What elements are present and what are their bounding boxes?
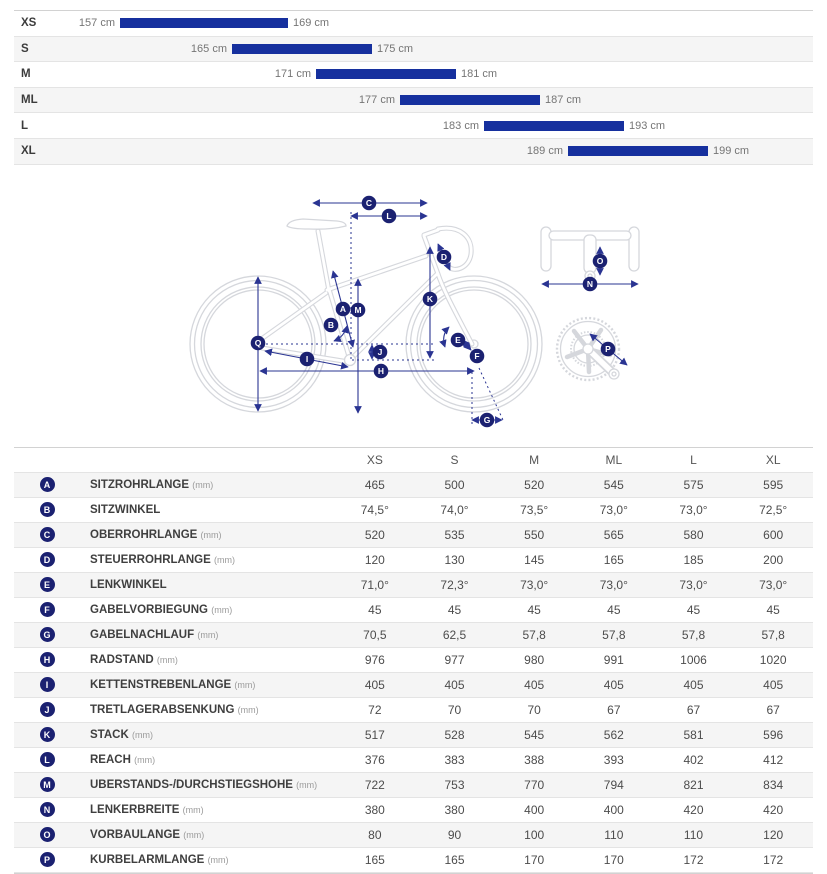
geo-value: 73,0° (520, 577, 549, 592)
geo-row-unit: (mm) (296, 779, 318, 790)
geo-value: 72,5° (759, 502, 788, 517)
size-row (14, 139, 813, 165)
geometry-row (14, 498, 813, 523)
row-badge (14, 777, 80, 792)
height-range-bar (316, 69, 456, 79)
geometry-row (14, 623, 813, 648)
geometry-row (14, 523, 813, 548)
height-range-group (274, 68, 498, 81)
row-badge (14, 727, 80, 742)
geo-value: 380 (364, 802, 385, 817)
row-badge-letter: L (40, 752, 55, 767)
geo-row-label (80, 729, 335, 741)
size-row (14, 113, 813, 139)
geo-value: 753 (444, 777, 465, 792)
size-column-header: L (690, 452, 697, 467)
geometry-row (14, 773, 813, 798)
row-badge-letter: B (40, 502, 55, 517)
geo-value: 600 (763, 527, 784, 542)
size-label: XS (21, 17, 37, 30)
row-badge (14, 527, 80, 542)
row-badge-letter: C (40, 527, 55, 542)
size-column-header: M (529, 452, 540, 467)
size-row (14, 11, 813, 37)
geo-row-label-text: LENKWINKEL (90, 578, 167, 591)
geo-value: 500 (444, 477, 465, 492)
min-height-label: 157 cm (78, 17, 115, 30)
geo-row-label (80, 754, 335, 766)
height-range-bar (484, 121, 624, 131)
row-badge (14, 702, 80, 717)
geo-value: 520 (364, 527, 385, 542)
geometry-table-section (14, 447, 813, 874)
geo-value: 73,0° (679, 502, 708, 517)
geo-row-label (80, 704, 335, 716)
geo-row-label (80, 779, 335, 791)
geo-row-label-text: GABELNACHLAUF (90, 628, 195, 641)
geo-value: 70,5 (363, 627, 387, 642)
geometry-row (14, 723, 813, 748)
geometry-row (14, 698, 813, 723)
geo-value: 596 (763, 727, 784, 742)
max-height-label: 181 cm (460, 68, 498, 81)
geo-value: 145 (524, 552, 545, 567)
max-height-label: 193 cm (629, 119, 666, 132)
row-badge-letter: E (40, 577, 55, 592)
row-badge-letter: A (40, 477, 55, 492)
svg-text:E: E (455, 334, 461, 345)
row-badge (14, 827, 80, 842)
svg-text:I: I (305, 353, 309, 364)
geo-row-label (80, 854, 335, 866)
geo-row-label (80, 804, 335, 816)
geo-value: 420 (763, 802, 784, 817)
height-range-group (526, 145, 750, 158)
geo-value: 71,0° (360, 577, 389, 592)
row-badge (14, 752, 80, 767)
geometry-row (14, 673, 813, 698)
geo-value: 405 (603, 677, 624, 692)
height-range-group (78, 17, 330, 30)
geo-value: 57,8 (761, 627, 785, 642)
size-column-header: XL (765, 452, 781, 467)
geo-row-label-text: STACK (90, 728, 129, 741)
geo-value: 170 (524, 852, 545, 867)
geo-value: 73,0° (599, 577, 628, 592)
geo-value: 412 (763, 752, 784, 767)
badge-h (374, 363, 389, 378)
geo-row-label-text: KURBELARMLÄNGE (90, 853, 205, 866)
geo-row-label-text: OBERROHRLÄNGE (90, 528, 198, 541)
geo-value: 120 (364, 552, 385, 567)
steering-axis-guide (479, 368, 503, 420)
svg-text:N: N (586, 278, 594, 289)
geometry-row (14, 598, 813, 623)
svg-text:J: J (377, 346, 383, 357)
geo-value: 821 (683, 777, 704, 792)
geo-value: 550 (524, 527, 545, 542)
geo-value: 388 (524, 752, 545, 767)
geo-value: 73,0° (599, 502, 628, 517)
geo-row-unit: (mm) (131, 729, 153, 740)
svg-text:D: D (440, 251, 448, 262)
row-badge (14, 602, 80, 617)
geo-value: 545 (603, 477, 624, 492)
geo-value: 100 (524, 827, 545, 842)
size-row (14, 37, 813, 63)
geo-row-label-text: TRETLAGERABSENKUNG (90, 703, 235, 716)
row-badge (14, 677, 80, 692)
row-badge-letter: M (40, 777, 55, 792)
row-badge-letter: O (40, 827, 55, 842)
geo-row-label (80, 579, 335, 591)
height-range-group (442, 119, 666, 132)
geo-value: 45 (368, 602, 382, 617)
geometry-table (14, 473, 813, 873)
geo-row-unit: (mm) (207, 854, 229, 865)
height-range-bar (568, 146, 708, 156)
geo-value: 70 (527, 702, 541, 717)
geo-value: 74,0° (440, 502, 469, 517)
badge-b (324, 317, 339, 332)
geo-value: 980 (524, 652, 545, 667)
geo-row-label (80, 554, 335, 566)
geo-row-unit: (mm) (192, 479, 214, 490)
geo-value: 120 (763, 827, 784, 842)
dim-e-head-angle-arc (444, 327, 449, 347)
geo-value: 80 (368, 827, 382, 842)
row-badge-letter: D (40, 552, 55, 567)
geo-value: 380 (444, 802, 465, 817)
size-label: L (21, 119, 29, 132)
geo-value: 45 (527, 602, 541, 617)
badge-e (451, 332, 466, 347)
badge-i (300, 351, 315, 366)
geo-value: 130 (444, 552, 465, 567)
min-height-label: 165 cm (190, 42, 227, 55)
geo-value: 45 (686, 602, 701, 617)
geo-value: 977 (444, 652, 465, 667)
row-badge-letter: I (40, 677, 55, 692)
geo-value: 62,5 (442, 627, 467, 642)
geo-row-label (80, 629, 335, 641)
geo-value: 520 (524, 477, 545, 492)
size-row (14, 88, 813, 114)
badge-f (470, 348, 485, 363)
geo-row-label-text: VORBAULÄNGE (90, 828, 181, 841)
geo-value: 575 (683, 477, 704, 492)
geo-value: 465 (364, 477, 385, 492)
size-column-header: XS (366, 452, 383, 467)
svg-text:Q: Q (254, 337, 262, 348)
row-badge (14, 552, 80, 567)
size-label: XL (21, 145, 36, 158)
geo-row-unit: (mm) (234, 679, 256, 690)
row-badge (14, 852, 80, 867)
geo-value: 722 (364, 777, 385, 792)
geo-value: 72,3° (440, 577, 469, 592)
badge-q (251, 335, 266, 350)
badge-n (583, 276, 598, 291)
geo-value: 110 (604, 827, 624, 842)
geo-value: 45 (766, 602, 780, 617)
bike-geometry-diagram (0, 169, 827, 445)
geo-row-unit: (mm) (197, 629, 219, 640)
height-range-bar (400, 95, 540, 105)
geo-value: 420 (683, 802, 704, 817)
min-height-label: 177 cm (358, 94, 395, 107)
svg-text:B: B (327, 319, 335, 330)
row-badge-letter: G (40, 627, 55, 642)
geo-value: 976 (364, 652, 385, 667)
row-badge-letter: N (40, 802, 55, 817)
geo-value: 172 (763, 852, 784, 867)
geo-value: 45 (447, 602, 462, 617)
geo-value: 528 (444, 727, 465, 742)
geo-value: 834 (763, 777, 784, 792)
row-badge (14, 502, 80, 517)
geo-row-label-text: STEUERROHRLÄNGE (90, 553, 211, 566)
height-range-group (190, 42, 414, 55)
max-height-label: 175 cm (377, 42, 414, 55)
geo-value: 400 (524, 802, 545, 817)
svg-text:G: G (483, 414, 491, 425)
geometry-row (14, 548, 813, 573)
svg-text:C: C (365, 197, 373, 208)
geo-value: 1006 (680, 652, 707, 667)
geo-value: 45 (607, 602, 621, 617)
geo-row-label-text: RADSTAND (90, 653, 154, 666)
geo-value: 185 (683, 552, 704, 567)
geo-value: 376 (364, 752, 385, 767)
geometry-row (14, 473, 813, 498)
geometry-row (14, 823, 813, 848)
row-badge (14, 802, 80, 817)
geo-row-label-text: GABELVORBIEGUNG (90, 603, 208, 616)
svg-text:H: H (377, 365, 385, 376)
geo-row-label (80, 829, 335, 841)
geo-value: 595 (763, 477, 784, 492)
geo-value: 110 (683, 827, 704, 842)
rider-height-chart (14, 10, 813, 165)
max-height-label: 169 cm (293, 17, 330, 30)
min-height-label: 189 cm (526, 145, 563, 158)
badge-m (351, 302, 366, 317)
size-label: M (21, 68, 31, 81)
geo-value: 67 (686, 702, 701, 717)
badge-c (362, 195, 377, 210)
row-badge-letter: P (40, 852, 55, 867)
geo-value: 67 (766, 702, 780, 717)
geometry-row (14, 748, 813, 773)
geo-value: 400 (603, 802, 624, 817)
geo-value: 73,0° (679, 577, 708, 592)
geo-row-unit: (mm) (237, 704, 259, 715)
geo-value: 565 (603, 527, 624, 542)
geo-row-label-text: REACH (90, 753, 131, 766)
geometry-row (14, 798, 813, 823)
geo-value: 165 (364, 852, 385, 867)
geo-value: 170 (603, 852, 624, 867)
geo-value: 57,8 (522, 627, 546, 642)
badge-a (336, 301, 351, 316)
geo-value: 517 (364, 727, 385, 742)
geo-row-unit: (mm) (134, 754, 156, 765)
geo-row-label-text: ÜBERSTANDS-/DURCHSTIEGSHÖHE (90, 778, 293, 791)
svg-text:O: O (596, 255, 604, 266)
geo-value: 383 (444, 752, 465, 767)
geo-value: 794 (603, 777, 624, 792)
geometry-row (14, 648, 813, 673)
geo-row-unit: (mm) (182, 804, 204, 815)
geo-value: 405 (763, 677, 784, 692)
geo-value: 405 (524, 677, 545, 692)
max-height-label: 187 cm (545, 94, 582, 107)
saddle (287, 219, 346, 229)
height-range-bar (120, 18, 288, 28)
geo-value: 562 (603, 727, 624, 742)
geo-value: 405 (683, 677, 704, 692)
geometry-row (14, 573, 813, 598)
geo-value: 165 (603, 552, 624, 567)
geo-value: 535 (444, 527, 465, 542)
geo-row-unit: (mm) (213, 554, 235, 565)
geo-value: 405 (444, 677, 465, 692)
svg-text:K: K (426, 293, 434, 304)
geo-row-label (80, 479, 335, 491)
svg-text:P: P (605, 343, 611, 354)
badge-j (373, 344, 388, 359)
geo-value: 991 (603, 652, 624, 667)
geo-value: 581 (683, 727, 704, 742)
row-badge-letter: F (40, 602, 55, 617)
geo-value: 405 (364, 677, 385, 692)
geo-row-label (80, 504, 335, 516)
geo-row-label-text: LENKERBREITE (90, 803, 180, 816)
row-badge (14, 652, 80, 667)
geo-row-label-text: KETTENSTREBENLÄNGE (90, 678, 232, 691)
geo-value: 1020 (759, 652, 787, 667)
svg-text:L: L (386, 210, 392, 221)
row-badge (14, 577, 80, 592)
badge-l (382, 208, 397, 223)
geo-row-label (80, 654, 335, 666)
row-badge-letter: K (40, 727, 55, 742)
geo-value: 200 (763, 552, 784, 567)
badge-k (423, 291, 438, 306)
size-label: S (21, 42, 29, 55)
geo-value: 393 (603, 752, 624, 767)
height-range-group (358, 94, 582, 107)
geo-value: 90 (447, 827, 462, 842)
row-badge (14, 477, 80, 492)
size-column-header: S (450, 452, 459, 467)
geo-value: 73,5° (520, 502, 549, 517)
geo-row-label-text: SITZROHRLÄNGE (90, 478, 190, 491)
svg-text:M: M (354, 304, 362, 315)
geo-row-unit: (mm) (183, 829, 205, 840)
size-row (14, 62, 813, 88)
geo-value: 402 (683, 752, 704, 767)
geo-value: 172 (683, 852, 704, 867)
badge-p (601, 341, 616, 356)
handlebar-top-view (541, 227, 639, 281)
badge-g (480, 412, 495, 427)
svg-text:F: F (474, 350, 480, 361)
geo-value: 72 (368, 702, 382, 717)
geo-value: 74,5° (360, 502, 389, 517)
geometry-table-header (14, 448, 813, 473)
row-badge-letter: H (40, 652, 55, 667)
min-height-label: 183 cm (442, 119, 479, 132)
row-badge-letter: J (40, 702, 55, 717)
geo-row-unit: (mm) (211, 604, 233, 615)
geo-value: 67 (607, 702, 621, 717)
geo-value: 580 (683, 527, 704, 542)
geo-value: 70 (447, 702, 462, 717)
max-height-label: 199 cm (713, 145, 750, 158)
geo-row-label (80, 679, 335, 691)
geo-row-label (80, 529, 335, 541)
size-column-header: ML (605, 452, 623, 467)
svg-text:A: A (339, 303, 347, 314)
geo-row-unit: (mm) (200, 529, 222, 540)
badge-d (437, 249, 452, 264)
geo-row-unit: (mm) (156, 654, 178, 665)
geo-value: 73,0° (759, 577, 788, 592)
geo-value: 770 (524, 777, 545, 792)
geometry-row (14, 848, 813, 873)
geo-value: 57,8 (602, 627, 626, 642)
row-badge (14, 627, 80, 642)
geo-value: 545 (524, 727, 545, 742)
geo-row-label-text: SITZWINKEL (90, 503, 161, 516)
badge-o (593, 253, 608, 268)
size-label: ML (21, 94, 38, 107)
geo-row-label (80, 604, 335, 616)
geo-value: 165 (444, 852, 465, 867)
min-height-label: 171 cm (274, 68, 311, 81)
geo-value: 57,8 (681, 627, 706, 642)
height-range-bar (232, 44, 372, 54)
